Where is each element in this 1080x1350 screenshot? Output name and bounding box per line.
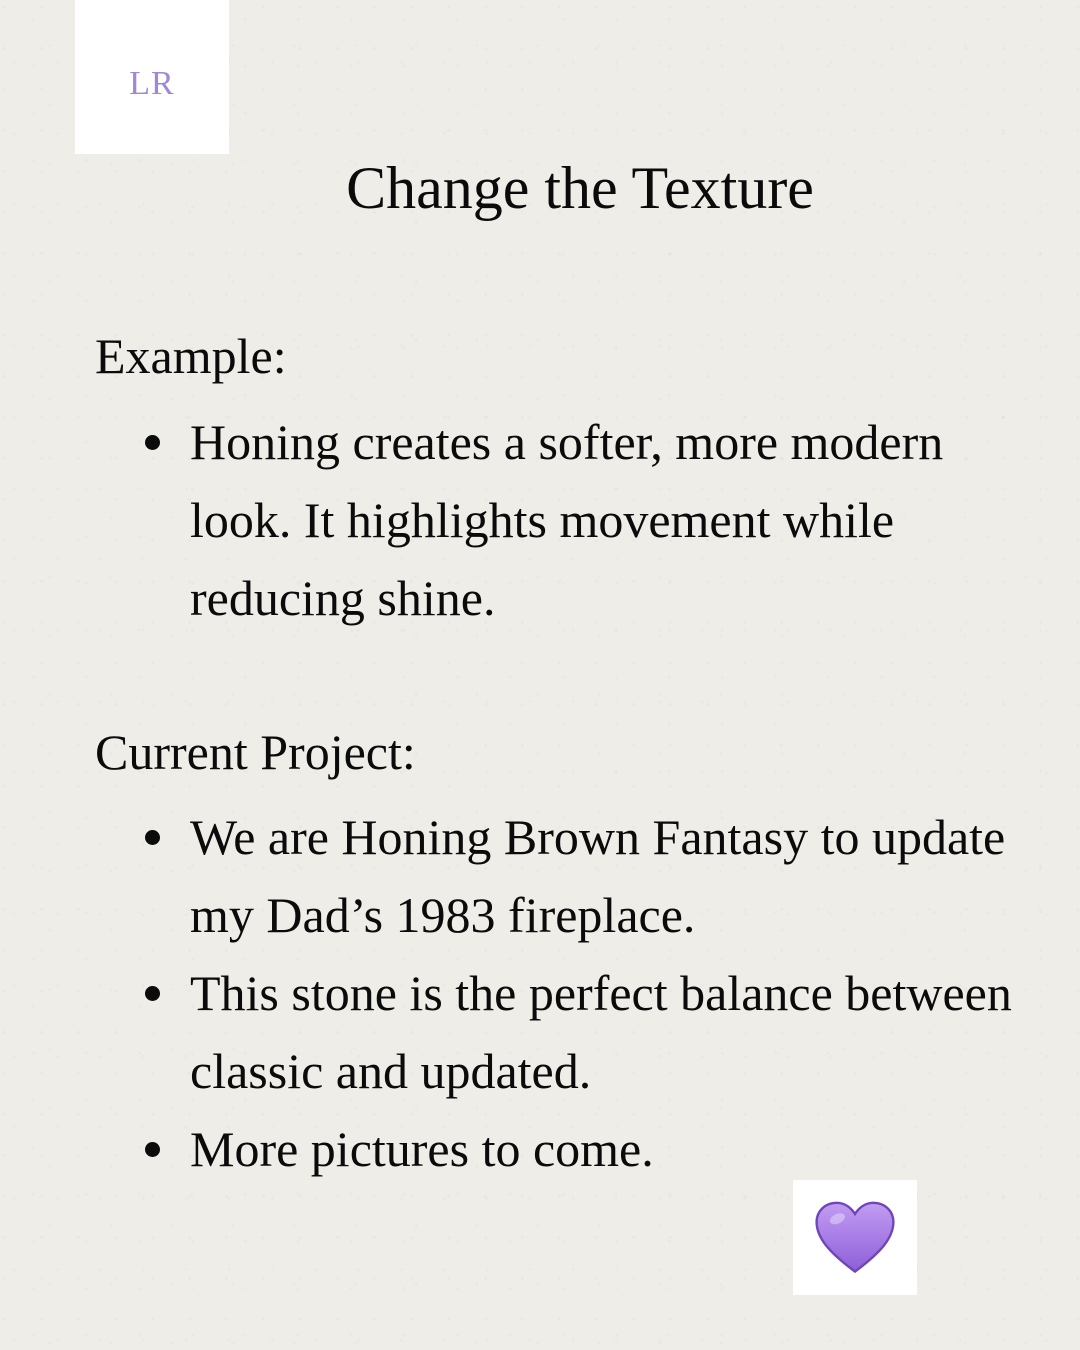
list-item <box>190 1110 1040 1188</box>
example-bullet-list <box>190 403 1040 637</box>
bullet-text: We are Honing Brown Fantasy to update my Dad’s 1983 fireplace. <box>190 809 1006 943</box>
section-heading-example: Example: <box>95 328 287 384</box>
page-title: Change the Texture <box>346 155 814 221</box>
bullet-icon <box>145 1142 160 1157</box>
logo-text: LR <box>129 65 175 102</box>
purple-heart-icon <box>815 1201 895 1275</box>
current-project-bullet-list <box>190 798 1040 1188</box>
bullet-icon <box>145 830 160 845</box>
bullet-text: More pictures to come. <box>190 1121 654 1177</box>
heart-box <box>793 1180 917 1295</box>
list-item <box>190 798 1040 954</box>
bullet-text: Honing creates a softer, more modern look. It highlights movement while reducing shine. <box>190 414 944 626</box>
bullet-icon <box>145 986 160 1001</box>
logo-box <box>75 0 229 154</box>
list-item <box>190 403 1040 637</box>
section-heading-current-project: Current Project: <box>95 724 416 780</box>
bullet-text: This stone is the perfect balance between classic and updated. <box>190 965 1012 1099</box>
list-item <box>190 954 1040 1110</box>
bullet-icon <box>145 435 160 450</box>
